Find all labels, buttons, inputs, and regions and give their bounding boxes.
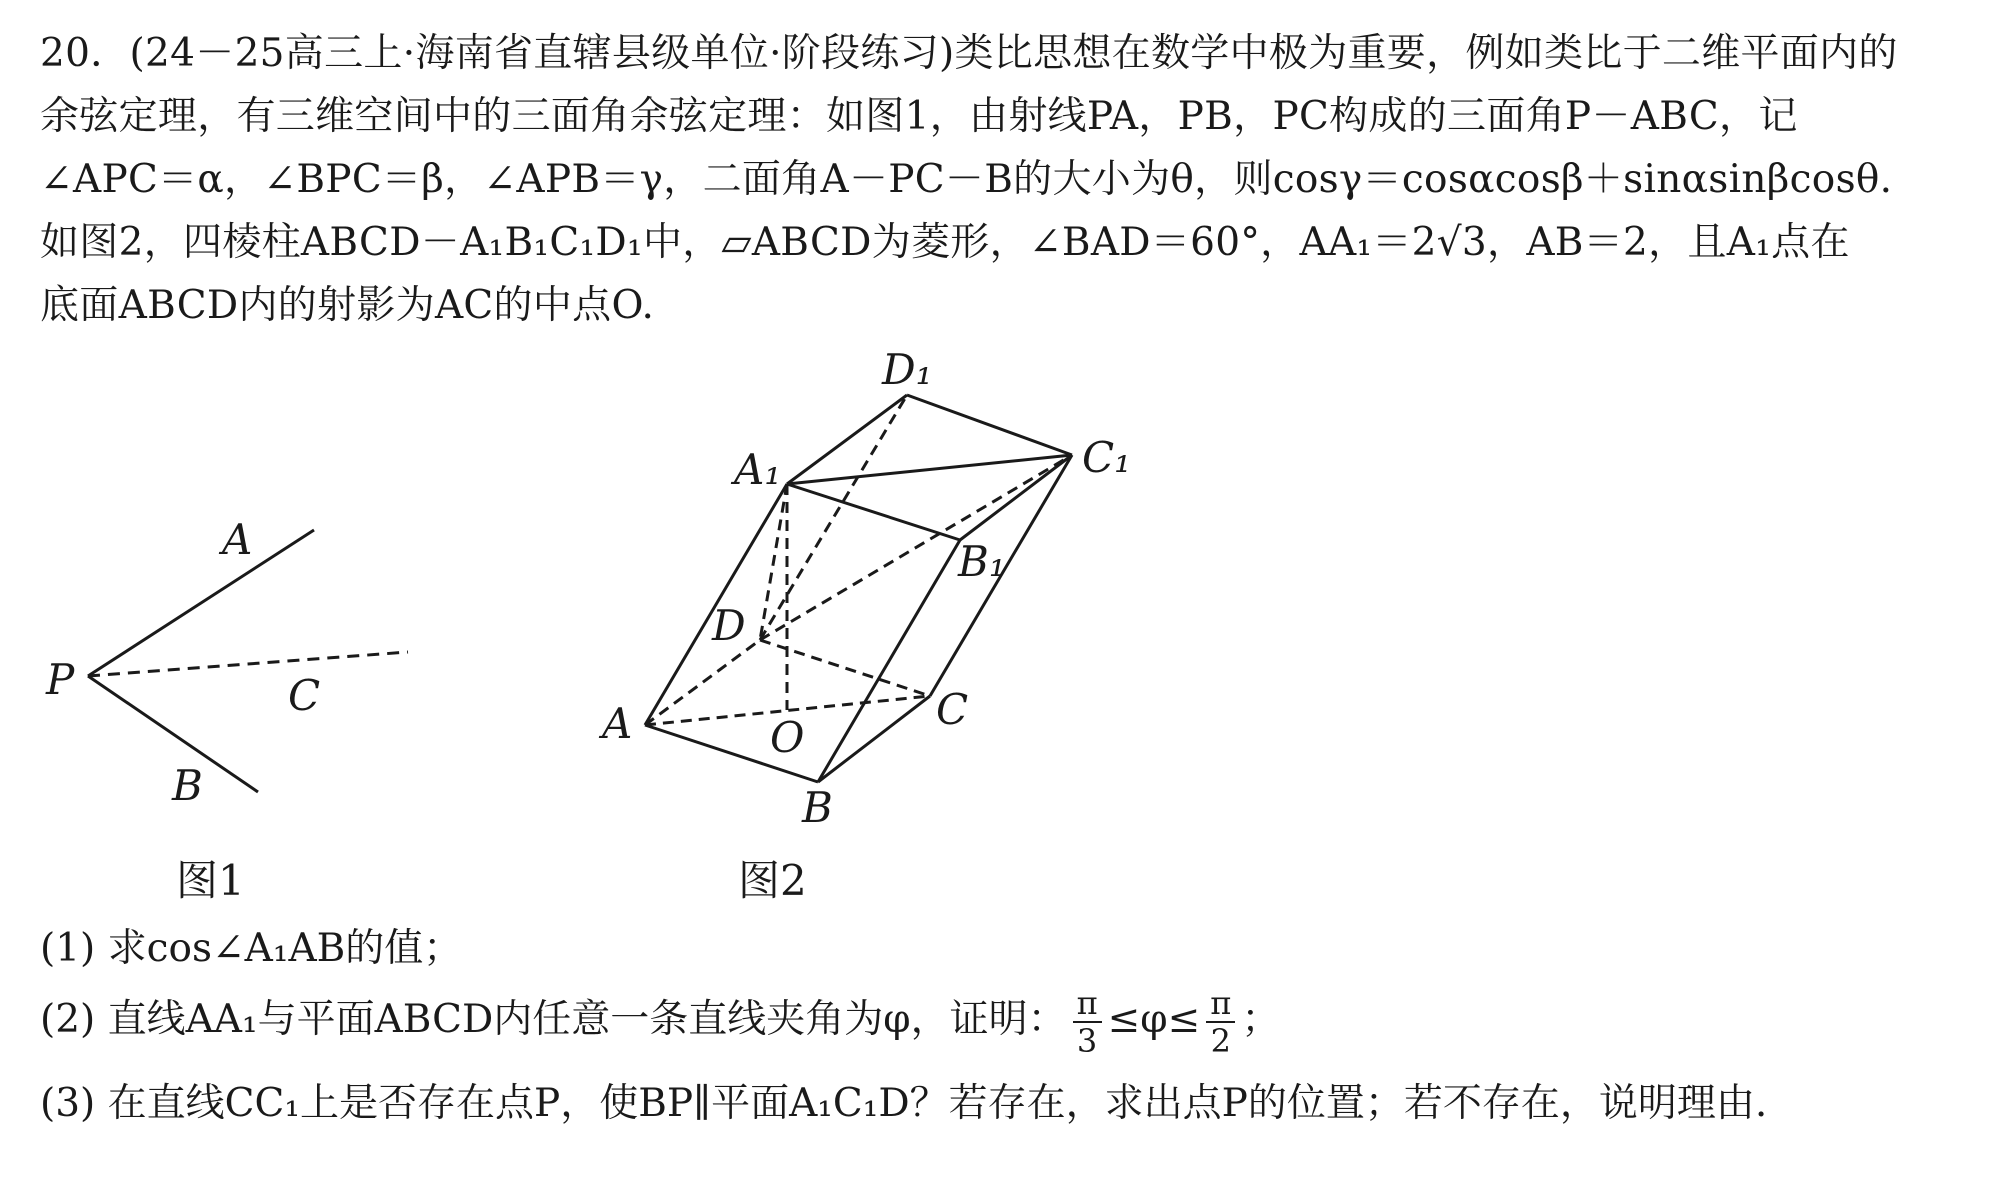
frac1-numerator: π: [1073, 985, 1102, 1023]
frac2-numerator: π: [1206, 985, 1235, 1023]
figure-2-caption: 图2: [738, 856, 807, 905]
fig1-label-a: A: [222, 515, 253, 564]
edge-a1-b1: [787, 484, 960, 540]
figure-1: [88, 530, 408, 792]
problem-line-1: 20．(24－25高三上·海南省直辖县级单位·阶段练习)类比思想在数学中极为重要，例如类比于二维平面内的: [40, 31, 1898, 76]
edge-c1-d1: [907, 395, 1072, 455]
fig1-label-b: B: [172, 761, 203, 810]
fig2-label-b: B: [802, 783, 833, 832]
problem-line-4: 如图2，四棱柱ABCD－A₁B₁C₁D₁中，▱ABCD为菱形，∠BAD＝60°，AA₁＝2√3，AB＝2，且A₁点在: [40, 220, 1850, 265]
fig1-label-p: P: [46, 655, 75, 704]
fig2-label-a1: A₁: [734, 445, 782, 494]
fig2-label-b1: B₁: [958, 537, 1006, 586]
fig1-label-c: C: [288, 671, 321, 720]
question-2-inequality: ≤φ≤: [1107, 997, 1201, 1042]
edge-b1-c1: [960, 455, 1072, 540]
edge-b-c: [818, 696, 930, 782]
problem-line-2: 余弦定理，有三维空间中的三面角余弦定理：如图1，由射线PA，PB，PC构成的三面角P－ABC，记: [40, 94, 1798, 139]
problem-line-5: 底面ABCD内的射影为AC的中点O.: [40, 283, 655, 328]
fraction-pi-over-3: [1073, 985, 1102, 1059]
fig2-label-c: C: [936, 685, 969, 734]
figure-1-caption: 图1: [176, 856, 245, 905]
edge-d-d1: [760, 395, 907, 640]
question-3: (3) 在直线CC₁上是否存在点P，使BP∥平面A₁C₁D？若存在，求出点P的位置；若不存在，说明理由.: [40, 1081, 1768, 1126]
frac1-denominator: 3: [1076, 1022, 1098, 1060]
question-2-end: ；: [1241, 997, 1281, 1042]
problem-line-3: ∠APC＝α，∠BPC＝β，∠APB＝γ，二面角A－PC－B的大小为θ，则cosγ＝cosαcosβ＋sinαsinβcosθ.: [40, 157, 1893, 202]
ray-pc: [88, 652, 408, 676]
question-2-text: (2) 直线AA₁与平面ABCD内任意一条直线夹角为φ，证明：: [40, 997, 1067, 1042]
question-1: (1) 求cos∠A₁AB的值；: [40, 926, 463, 971]
fig2-label-d: D: [712, 601, 746, 650]
frac2-denominator: 2: [1210, 1022, 1231, 1060]
fraction-pi-over-2: [1206, 985, 1235, 1059]
fig2-label-d1: D₁: [882, 345, 933, 394]
question-2: [40, 985, 1980, 1059]
fig2-label-a: A: [602, 699, 633, 748]
ray-pa: [88, 530, 314, 676]
edge-d1-a1: [787, 395, 907, 484]
edge-b-b1: [818, 540, 960, 782]
figure-2: [645, 395, 1072, 782]
fig2-label-c1: C₁: [1082, 433, 1131, 482]
fig2-label-o: O: [770, 713, 805, 762]
edge-a-d: [645, 640, 760, 725]
